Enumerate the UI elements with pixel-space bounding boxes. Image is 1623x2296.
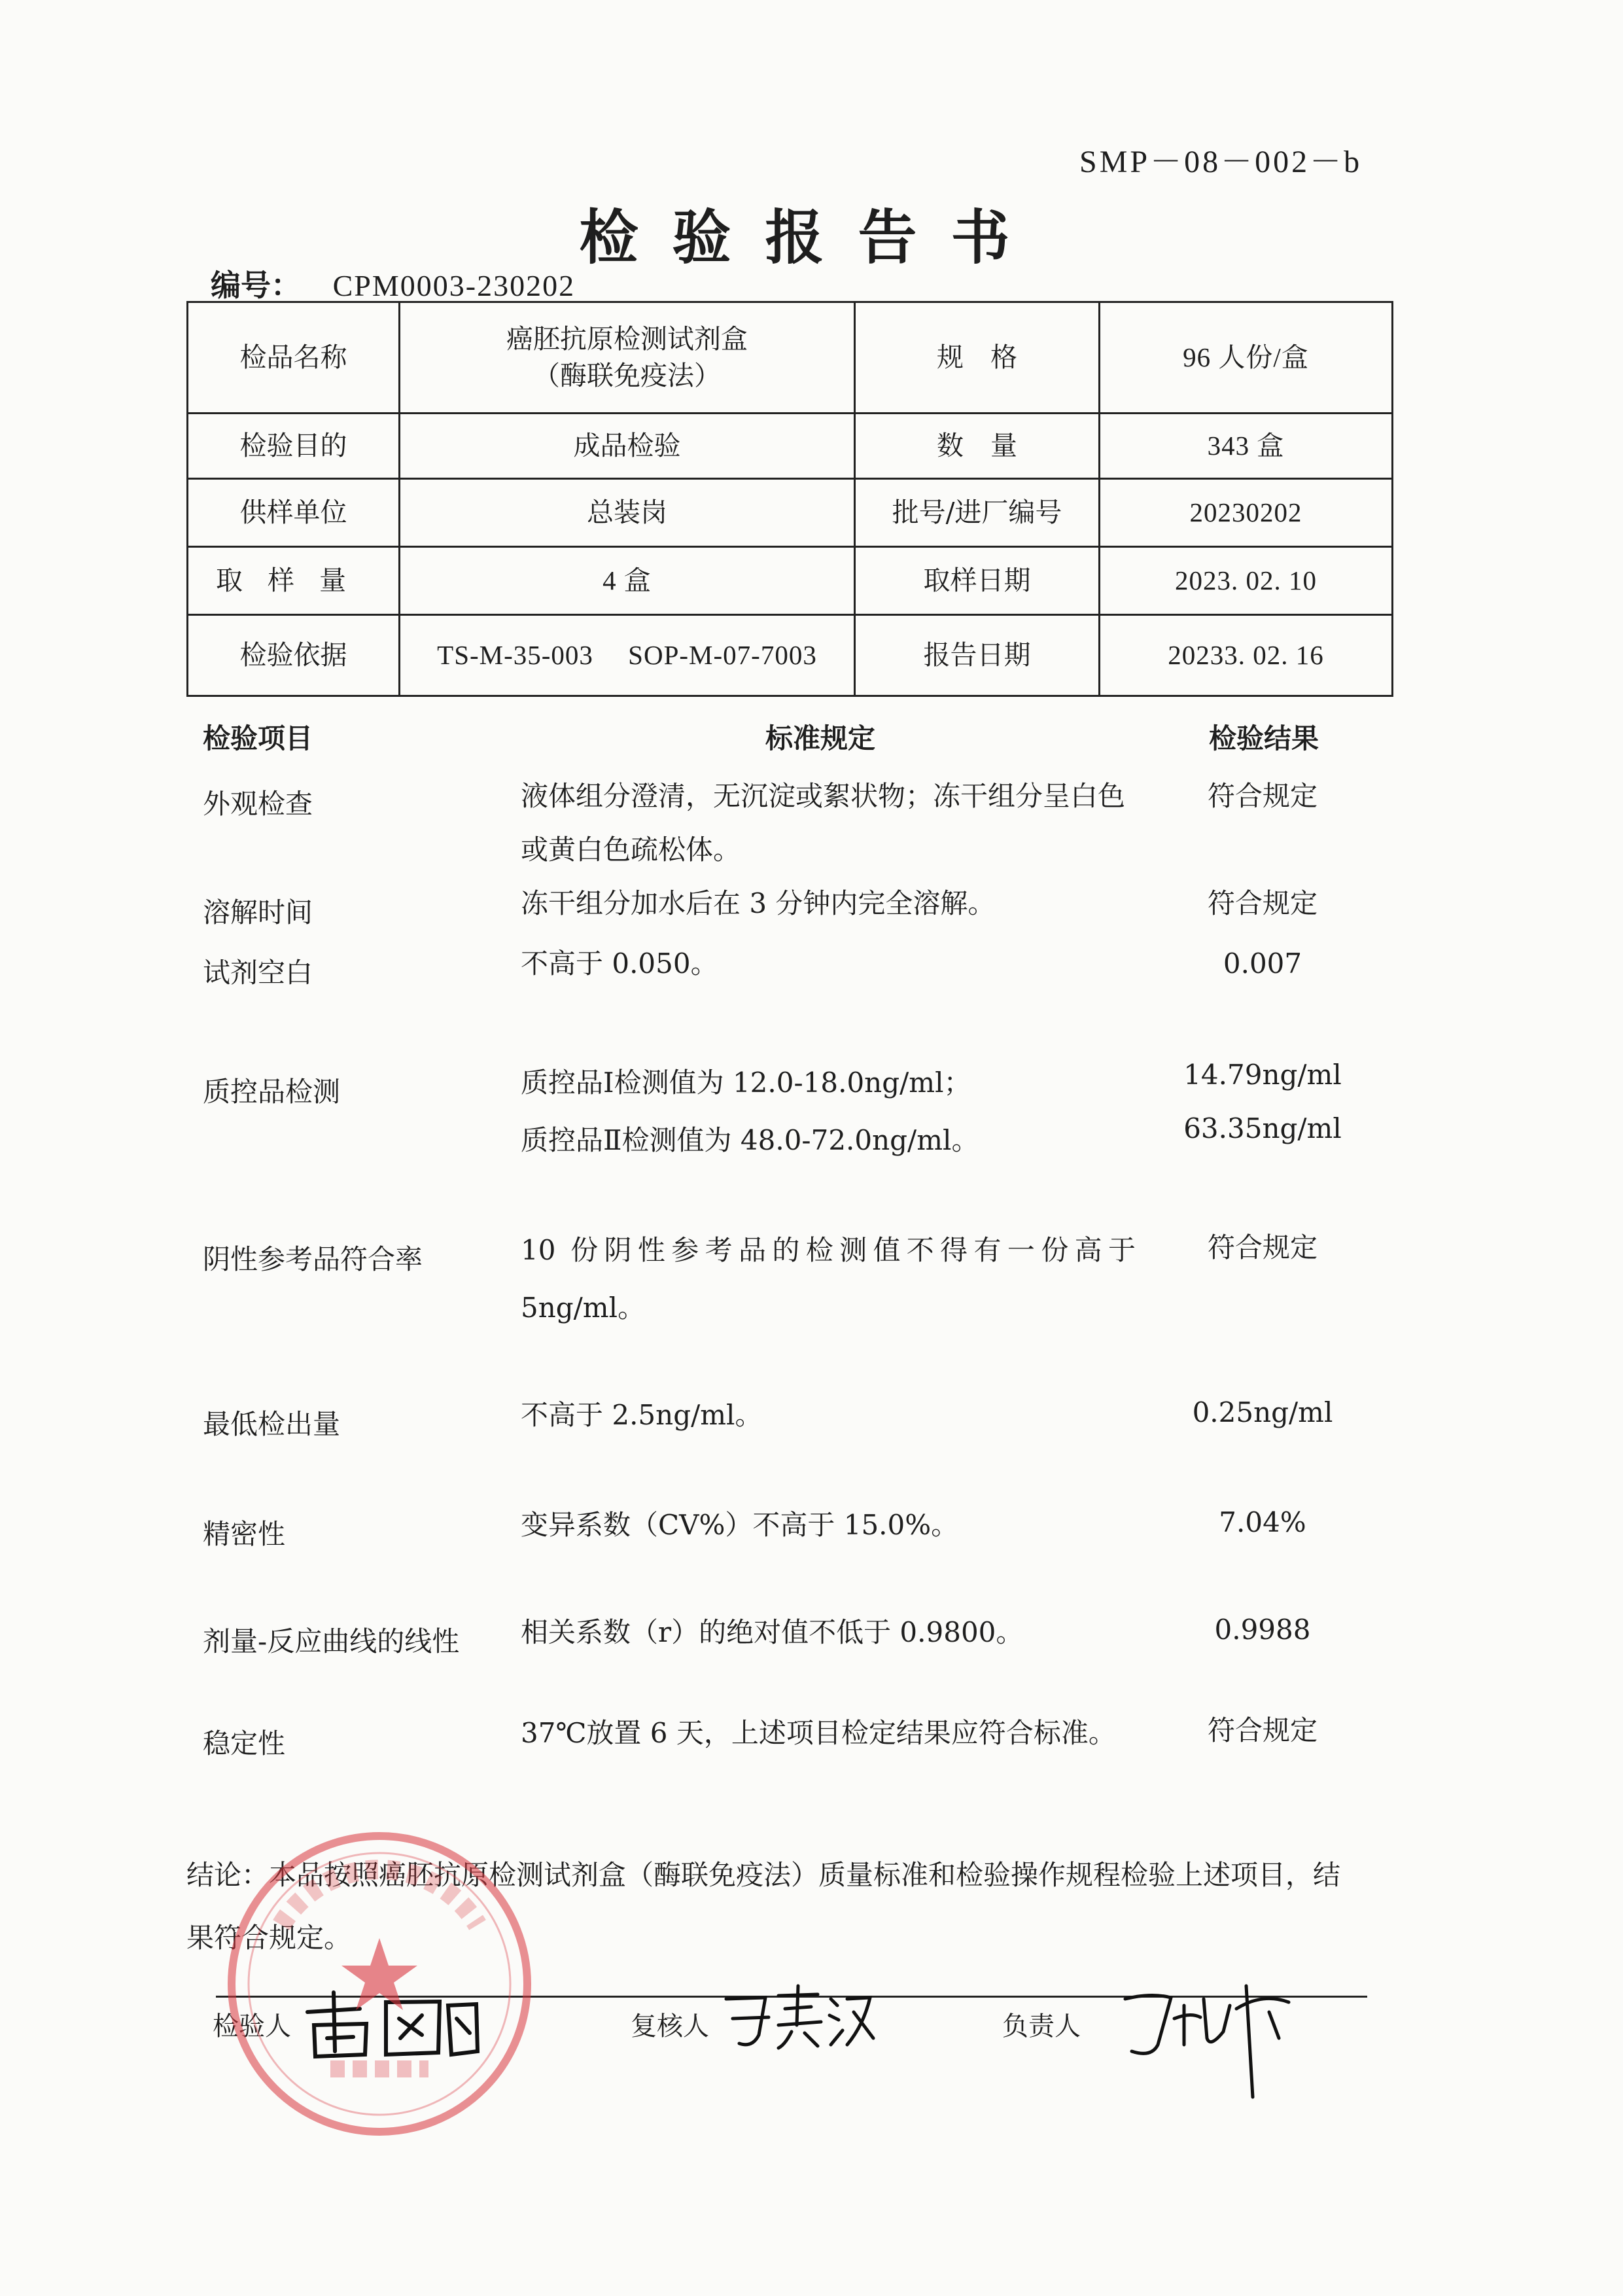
item-result-stability: 符合规定 bbox=[1207, 1714, 1318, 1746]
report-number bbox=[211, 262, 575, 305]
item-result-linearity: 0.9988 bbox=[1214, 1614, 1311, 1646]
reviewer-signature bbox=[713, 1973, 883, 2064]
manager-signature bbox=[1112, 1973, 1308, 2104]
supplier-label: 供样单位 bbox=[188, 479, 400, 547]
item-standard-negative-1: 10 份阴性参考品的检测值不得有一份高于 bbox=[521, 1234, 1136, 1266]
info-row-purpose bbox=[188, 414, 1393, 479]
info-table bbox=[186, 301, 1393, 697]
item-name-precision: 精密性 bbox=[203, 1518, 286, 1550]
item-name-qc: 质控品检测 bbox=[203, 1076, 341, 1108]
report-date-value: 20233. 02. 16 bbox=[1100, 615, 1393, 696]
item-standard-dissolution: 冻干组分加水后在 3 分钟内完全溶解。 bbox=[521, 887, 996, 919]
sample-amount-label: 取样量 bbox=[188, 547, 400, 615]
company-seal bbox=[222, 1827, 536, 2141]
item-result-precision: 7.04% bbox=[1219, 1506, 1306, 1538]
item-name-dissolution: 溶解时间 bbox=[203, 896, 313, 928]
info-row-supplier bbox=[188, 479, 1393, 547]
item-name-linearity: 剂量-反应曲线的线性 bbox=[203, 1625, 460, 1657]
item-result-qc-1: 14.79ng/ml bbox=[1183, 1059, 1342, 1091]
product-name bbox=[400, 302, 855, 414]
column-header-result: 检验结果 bbox=[1209, 722, 1319, 754]
quantity-value: 343 盒 bbox=[1100, 414, 1393, 479]
reviewer-label: 复核人 bbox=[631, 2011, 709, 2041]
item-standard-detection-limit: 不高于 2.5ng/ml。 bbox=[521, 1399, 763, 1431]
quantity-label: 数 量 bbox=[855, 414, 1100, 479]
report-number-value: CPM0003-230202 bbox=[332, 269, 576, 302]
item-standard-blank: 不高于 0.050。 bbox=[521, 947, 718, 980]
inspector-label: 检验人 bbox=[213, 2011, 291, 2041]
page-title: 检验报告书 bbox=[579, 203, 1044, 272]
item-name-appearance: 外观检查 bbox=[203, 788, 313, 820]
item-result-appearance: 符合规定 bbox=[1207, 780, 1318, 812]
item-standard-appearance: 液体组分澄清，无沉淀或絮状物；冻干组分呈白色或黄白色疏松体。 bbox=[521, 780, 1126, 866]
item-result-blank: 0.007 bbox=[1223, 947, 1302, 980]
item-result-dissolution: 符合规定 bbox=[1207, 887, 1318, 919]
item-name-detection-limit: 最低检出量 bbox=[203, 1408, 341, 1440]
report-date-label: 报告日期 bbox=[855, 615, 1100, 696]
document-code: SMP－08－002－b bbox=[1079, 145, 1363, 179]
supplier-value: 总装岗 bbox=[400, 479, 855, 547]
item-result-qc-2: 63.35ng/ml bbox=[1183, 1112, 1342, 1144]
column-header-standard: 标准规定 bbox=[765, 722, 876, 754]
info-row-sample-amount bbox=[188, 547, 1393, 615]
item-result-detection-limit: 0.25ng/ml bbox=[1192, 1396, 1333, 1428]
item-standard-linearity: 相关系数（r）的绝对值不低于 0.9800。 bbox=[521, 1616, 1024, 1648]
item-standard-negative-2: 5ng/ml。 bbox=[521, 1292, 646, 1324]
item-result-negative: 符合规定 bbox=[1207, 1231, 1318, 1263]
item-name-stability: 稳定性 bbox=[203, 1727, 286, 1759]
item-standard-qc-1: 质控品Ⅰ检测值为 12.0-18.0ng/ml； bbox=[521, 1067, 971, 1099]
purpose-label: 检验目的 bbox=[188, 414, 400, 479]
report-number-label: 编号： bbox=[211, 268, 301, 303]
item-standard-precision: 变异系数（CV%）不高于 15.0%。 bbox=[521, 1509, 959, 1541]
item-name-negative: 阴性参考品符合率 bbox=[203, 1243, 423, 1275]
conclusion: 结论：本品按照癌胚抗原检测试剂盒（酶联免疫法）质量标准和检验操作规程检验上述项目，结果符合规定。 bbox=[186, 1859, 1341, 1954]
sample-date-label: 取样日期 bbox=[855, 547, 1100, 615]
batch-value: 20230202 bbox=[1100, 479, 1393, 547]
info-row-basis bbox=[188, 615, 1393, 696]
spec-value: 96 人份/盒 bbox=[1100, 302, 1393, 414]
purpose-value: 成品检验 bbox=[400, 414, 855, 479]
basis-value: TS-M-35-003 SOP-M-07-7003 bbox=[400, 615, 855, 696]
basis-label: 检验依据 bbox=[188, 615, 400, 696]
sample-date-value: 2023. 02. 10 bbox=[1100, 547, 1393, 615]
product-label: 检品名称 bbox=[188, 302, 400, 414]
manager-label: 负责人 bbox=[1002, 2011, 1081, 2041]
sample-amount-value: 4 盒 bbox=[400, 547, 855, 615]
product-name-line1: 癌胚抗原检测试剂盒 bbox=[506, 323, 748, 355]
info-row-product bbox=[188, 302, 1393, 414]
spec-label: 规 格 bbox=[855, 302, 1100, 414]
item-name-blank: 试剂空白 bbox=[203, 957, 313, 989]
column-header-item: 检验项目 bbox=[203, 722, 313, 754]
item-standard-qc-2: 质控品Ⅱ检测值为 48.0-72.0ng/ml。 bbox=[521, 1124, 979, 1156]
batch-label: 批号/进厂编号 bbox=[855, 479, 1100, 547]
item-standard-stability: 37℃放置 6 天，上述项目检定结果应符合标准。 bbox=[521, 1717, 1116, 1749]
product-name-line2: （酶联免疫法） bbox=[533, 359, 721, 391]
